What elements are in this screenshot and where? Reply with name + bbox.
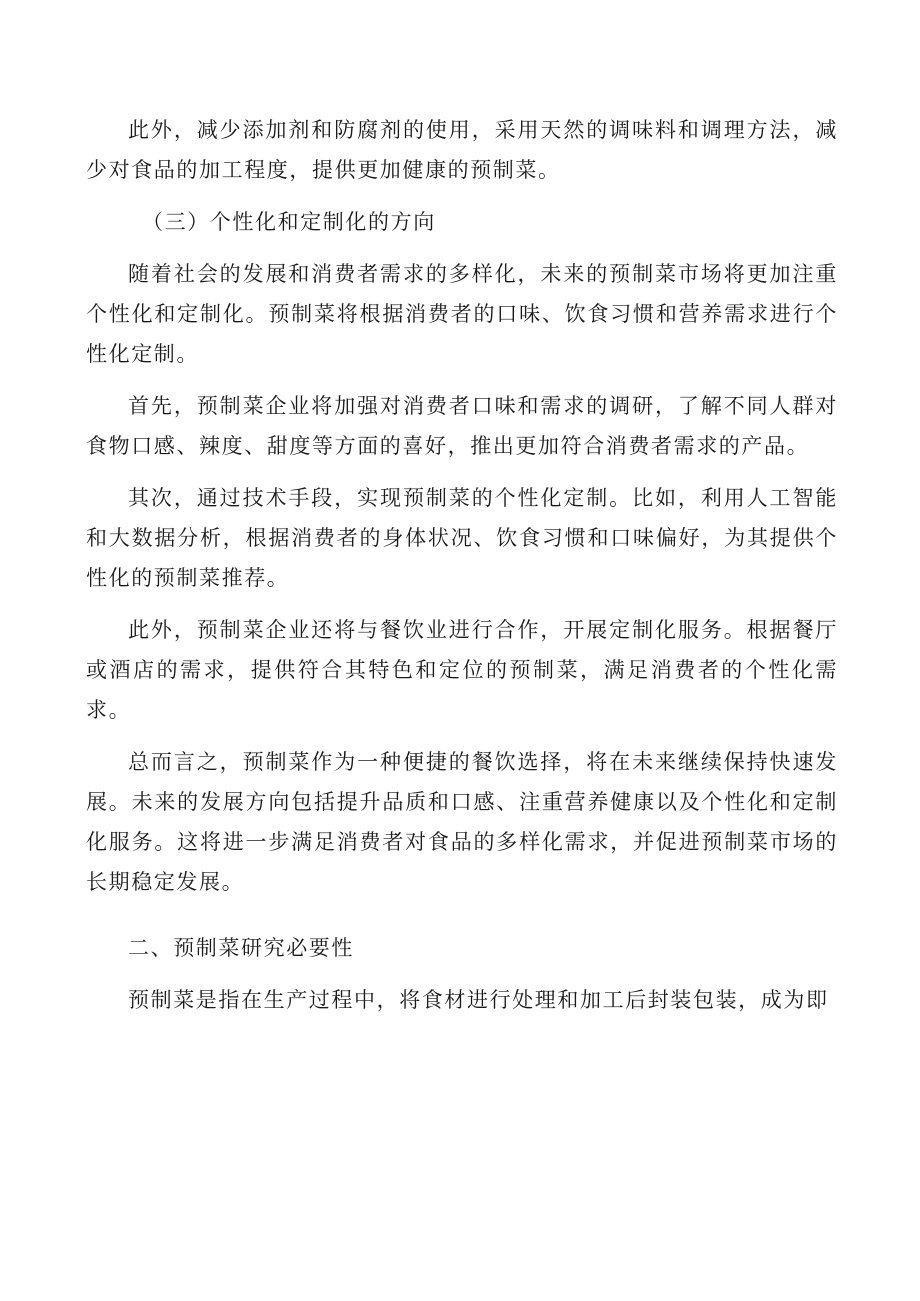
paragraph-second-technology: 其次，通过技术手段，实现预制菜的个性化定制。比如，利用人工智能和大数据分析，根据消费者的身体状况、饮食习惯和口味偏好，为其提供个性化的预制菜推荐。: [86, 486, 838, 590]
section-heading-necessity: 二、预制菜研究必要性: [128, 936, 354, 960]
paragraph-diversification: 随着社会的发展和消费者需求的多样化，未来的预制菜市场将更加注重个性化和定制化。预制菜将根据消费者的口味、饮食习惯和营养需求进行个性化定制。: [86, 262, 838, 366]
paragraph-additives: 此外，减少添加剂和防腐剂的使用，采用天然的调味料和调理方法，减少对食品的加工程度，提供更加健康的预制菜。: [86, 118, 838, 182]
document-body: [86, 110, 838, 1032]
section-heading-personalization: （三）个性化和定制化的方向: [142, 210, 436, 234]
paragraph-summary: 总而言之，预制菜作为一种便捷的餐饮选择，将在未来继续保持快速发展。未来的发展方向包括提升品质和口感、注重营养健康以及个性化和定制化服务。这将进一步满足消费者对食品的多样化需求，并促进预制菜市场的长期稳定发展。: [86, 750, 838, 894]
paragraph-catering-cooperation: 此外，预制菜企业还将与餐饮业进行合作，开展定制化服务。根据餐厅或酒店的需求，提供符合其特色和定位的预制菜，满足消费者的个性化需求。: [86, 618, 838, 722]
paragraph-definition: 预制菜是指在生产过程中，将食材进行处理和加工后封装包装，成为即: [128, 988, 829, 1012]
paragraph-first-research: 首先，预制菜企业将加强对消费者口味和需求的调研，了解不同人群对食物口感、辣度、甜度等方面的喜好，推出更加符合消费者需求的产品。: [86, 394, 838, 458]
